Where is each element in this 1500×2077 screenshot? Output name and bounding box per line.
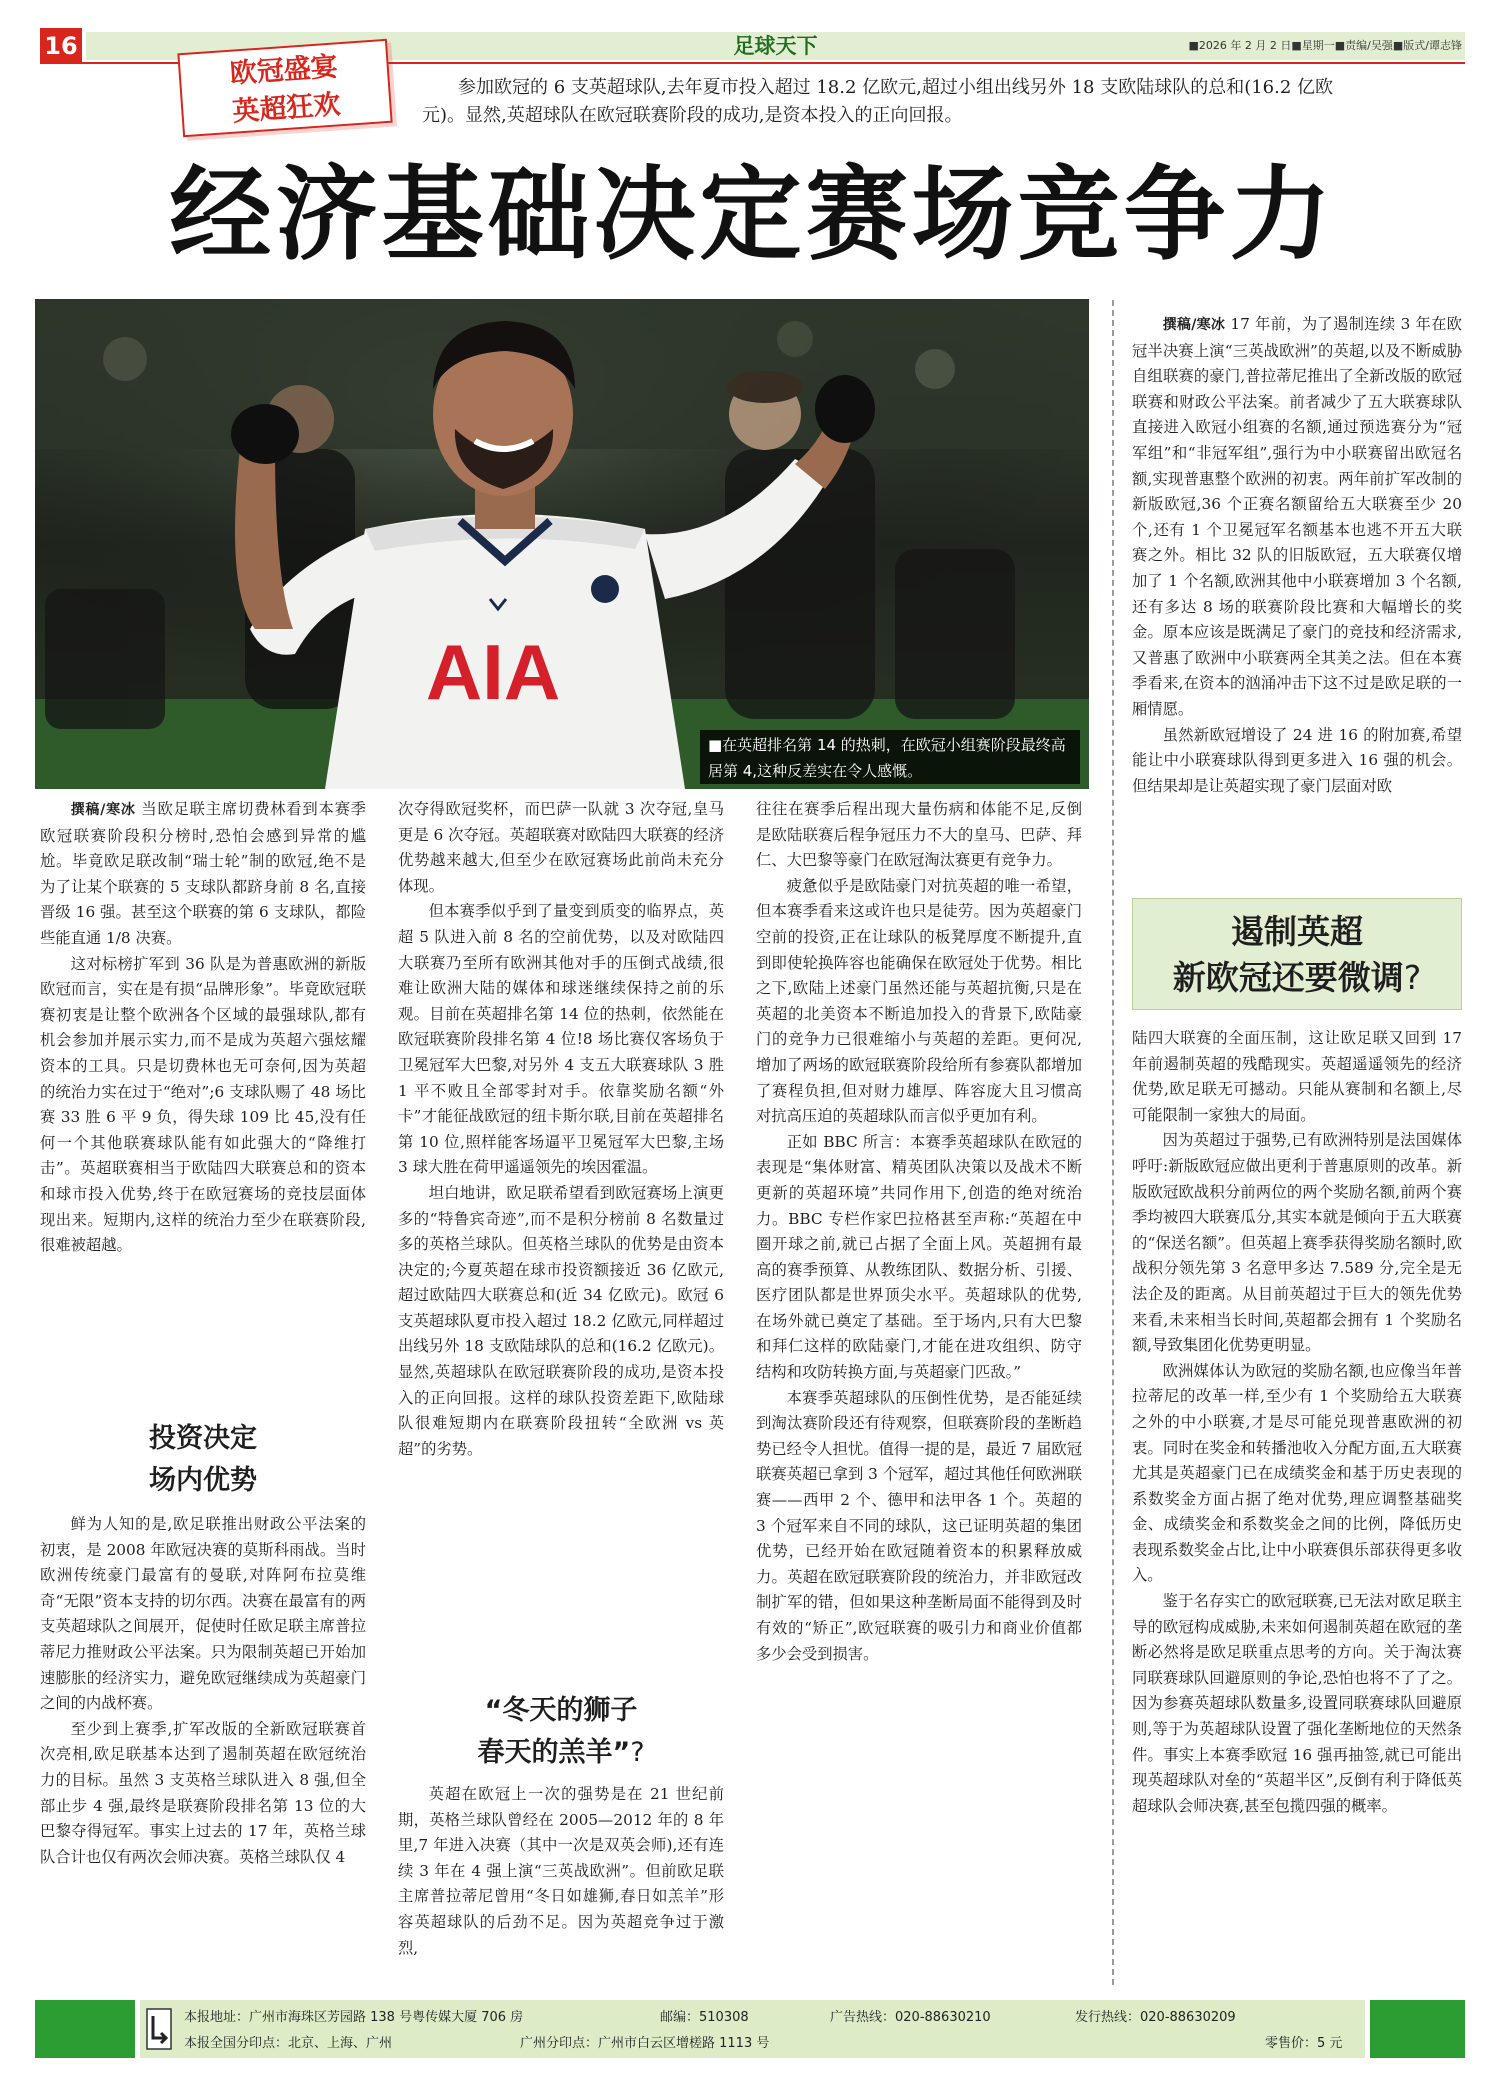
footer-address: 本报地址：广州市海珠区芳园路 138 号粤传媒大厦 706 房 <box>184 2010 524 2025</box>
badge-line-2: 英超狂欢 <box>231 89 342 128</box>
article-column-1b <box>40 1512 366 1870</box>
body-paragraph: 鲜为人知的是,欧足联推出财政公平法案的初衷，是 2008 年欧冠决赛的莫斯科雨战。当时欧洲传统豪门最富有的曼联,对阵阿布拉莫维奇“无限”资本支持的切尔西。决赛在最富有的两支英超球队之间展开，促使时任欧足联主席普拉蒂尼力推财政公平法案。只为限制英超已开始加速膨胀的经济实力，避免欧冠继续成为英超豪门之间的内战杯赛。 <box>40 1515 366 1713</box>
footer-info <box>140 2000 1365 2058</box>
paragraph-text: 17 年前，为了遏制连续 3 年在欧冠半决赛上演“三英战欧洲”的英超,以及不断威胁自组联赛的豪门,普拉蒂尼推出了全新改版的欧冠联赛和财政公平法案。前者减少了五大联赛球队直接进入欧冠小组赛的名额,通过预选赛分为“冠军组”和“非冠军组”,强行为中小联赛留出欧冠名额,实现普惠整个欧洲的初衷。两年前扩军改制的新版欧冠,36 个正赛名额留给五大联赛至少 20 个,还有 1 个卫冕冠军名额基本也逃不开五大联赛之外。相比 32 队的旧版欧冠，五大联赛仅增加了 1 个名额,欧洲其他中小联赛增加 3 个名额,还有多达 8 场的联赛阶段比赛和大幅增长的奖金。原本应该是既满足了豪门的竞技和经济需求,又普惠了欧洲中小联赛两全其美之法。但在本赛季看来,在资本的汹涌冲击下这不过是欧足联的一厢情愿。 <box>1132 315 1462 718</box>
footer-price: 零售价：5 元 <box>1265 2036 1343 2051</box>
body-paragraph: 英超在欧冠上一次的强势是在 21 世纪前期，英格兰球队曾经在 2005—2012 年的 8 年里,7 年进入决赛（其中一次是双英会师),还有连续 3 年在 4 强上演“三英战欧洲”。但前欧足联主席普拉蒂尼曾用“冬日如雄狮,春日如羔羊”形容英超球队的后劲不足。因为英超竞争过于激烈, <box>398 1785 724 1957</box>
body-paragraph: 次夺得欧冠奖杯，而巴萨一队就 3 次夺冠,皇马更是 6 次夺冠。英超联赛对欧陆四大联赛的经济优势越来越大,但至少在欧冠赛场此前尚未充分体现。 <box>398 800 724 895</box>
subheading-lion <box>398 1690 724 1774</box>
article-column-2b <box>398 1782 724 1961</box>
article-column-1 <box>40 797 366 1259</box>
footer-postcode: 邮编：510308 <box>660 2010 749 2025</box>
body-paragraph: 鉴于名存实亡的欧冠联赛,已无法对欧足联主导的欧冠构成威胁,未来如何遏制英超在欧冠的垄断必然将是欧足联重点思考的方向。关于淘汰赛同联赛球队回避原则的争论,恐怕也将不了了之。因为参赛英超球队数量多,设置同联赛球队回避原则,等于为英超球队设置了强化垄断地位的天然条件。事实上本赛季欧冠 16 强再抽签,就已可能出现英超球队对垒的“英超半区”,反倒有利于降低英超球队会师决赛,甚至包揽四强的概率。 <box>1132 1592 1462 1815</box>
article-column-4 <box>1132 312 1462 799</box>
article-column-4b <box>1132 1026 1462 1819</box>
sponsor-logo: AIA <box>425 628 561 716</box>
page-number: 16 <box>40 28 82 64</box>
body-paragraph: 虽然新欧冠增设了 24 进 16 的附加赛,希望能让中小联赛球队得到更多进入 16 强的机会。但结果却是让英超实现了豪门层面对欧 <box>1132 725 1462 795</box>
body-paragraph: 本赛季英超球队的压倒性优势，是否能延续到淘汰赛阶段还有待观察，但联赛阶段的垄断趋势已经令人担忧。值得一提的是，最近 7 届欧冠联赛英超已拿到 3 个冠军，超过其他任何欧洲联赛——西甲 2 个、德甲和法甲各 1 个。英超的 3 个冠军来自不同的球队，这已证明英超的集团优势，已经开始在欧冠随着资本的积累释放威力。英超在欧冠联赛阶段的统治力，并非欧冠改制扩军的错，但如果这种垄断局面不能得到及时有效的“矫正”,欧冠联赛的吸引力和商业价值都多少会受到损害。 <box>756 1388 1082 1663</box>
footer-guangzhou-print: 广州分印点：广州市白云区增槎路 1113 号 <box>520 2036 770 2051</box>
body-paragraph: 疲惫似乎是欧陆豪门对抗英超的唯一希望，但本赛季看来这或许也只是徒劳。因为英超豪门空前的投资,正在让球队的板凳厚度不断提升,直到即使轮换阵容也能确保在欧冠处于优势。相比之下,欧陆上述豪门虽然还能与英超抗衡,只是在英超的北美资本不断追加投入的背景下,欧陆豪门的竞争力已很难缩小与英超的差距。更何况,增加了两场的欧冠联赛阶段给所有参赛队都增加了赛程负担,但对财力雄厚、阵容庞大且习惯高对抗高压迫的英超球队而言似乎更加有利。 <box>756 876 1082 1126</box>
body-paragraph: 正如 BBC 所言：本赛季英超球队在欧冠的表现是“集体财富、精英团队决策以及战术不断更新的英超环境”共同作用下,创造的绝对统治力。BBC 专栏作家巴拉格甚至声称:“英超在中圈开球之前,就已占据了全面上风。英超拥有最高的赛季预算、从教练团队、数据分析、引援、医疗团队都是世界顶尖水平。英超球队的优势,在场外就已奠定了基础。至于场内,只有大巴黎和拜仁这样的欧陆豪门,才能在进攻组织、防守结构和攻防转换方面,与英超豪门匹敌。” <box>756 1132 1082 1382</box>
body-paragraph: 至少到上赛季,扩军改版的全新欧冠联赛首次亮相,欧足联基本达到了遏制英超在欧冠统治力的目标。虽然 3 支英格兰球队进入 8 强,但全部止步 4 强,最终是联赛阶段排名第 13 位的大巴黎夺得冠军。事实上过去的 17 年，英格兰球队合计也仅有两次会师决赛。英格兰球队仅 4 <box>40 1719 366 1866</box>
body-paragraph: 坦白地讲，欧足联希望看到欧冠赛场上演更多的“特鲁宾奇迹”,而不是积分榜前 8 名数量过多的英格兰球队。但英格兰球队的优势是由资本决定的;今夏英超在球市投资额接近 36 亿欧元,超过欧陆四大联赛总和(近 34 亿欧元)。欧冠 6 支英超球队夏市投入超过 18.2 亿欧元,同样超过出线另外 18 支欧陆球队的总和(16.2 亿欧元)。显然,英超球队在欧冠联赛阶段的成功,是资本投入的正向回报。这样的球队投资差距下,欧陆球队很难短期内在联赛阶段扭转“全欧洲 vs 英超”的劣势。 <box>398 1183 724 1458</box>
player-photo <box>35 299 1089 789</box>
section-title: 足球天下 <box>733 34 818 58</box>
arrow-icon <box>146 2008 172 2050</box>
subheading-question: ? <box>630 1737 645 1768</box>
subheading-line: 春天的羔羊” <box>477 1737 631 1768</box>
headline: 经济基础决定赛场竞争力 <box>169 155 1336 275</box>
byline: 撰稿/寒冰 <box>70 802 136 818</box>
subheading-box <box>1132 898 1462 1010</box>
lead-paragraph: 参加欧冠的 6 支英超球队,去年夏市投入超过 18.2 亿欧元,超过小组出线另外 18 支欧陆球队的总和(16.2 亿欧元)。显然,英超球队在欧冠联赛阶段的成功,是资本投入的正向回报。 <box>422 77 1334 126</box>
subheading-investment <box>40 1418 366 1502</box>
subheading-line: 遏制英超 <box>1231 912 1363 951</box>
paragraph-text: 当欧足联主席切费林看到本赛季欧冠联赛阶段积分榜时,恐怕会感到异常的尴尬。毕竟欧足联改制“瑞士轮”制的欧冠,绝不是为了让某个联赛的 5 支球队都跻身前 8 名,直接晋级 16 强。甚至这个联赛的第 6 支球队，都险些能直通 1/8 决赛。 <box>40 800 366 947</box>
article-column-2 <box>398 797 724 1462</box>
celebration-illustration <box>35 299 1089 789</box>
body-paragraph: 但本赛季似乎到了量变到质变的临界点，英超 5 队进入前 8 名的空前优势，以及对欧陆四大联赛乃至所有欧洲其他对手的压倒式战绩,很难让欧洲大陆的媒体和球迷继续保持之前的乐观。目前在英超排名第 14 位的热刺，依然能在欧冠联赛阶段排名第 4 位!8 场比赛仅客场负于卫冕冠军大巴黎,对另外 4 支五大联赛球队 3 胜 1 平不败且全部零封对手。依靠奖励名额“外卡”才能征战欧冠的纽卡斯尔联,目前在英超排名第 10 位,照样能客场逼平卫冕冠军大巴黎,主场 3 球大胜在荷甲遥遥领先的埃因霍温。 <box>398 902 724 1177</box>
body-paragraph <box>40 797 366 952</box>
issue-meta: ■2026 年 2 月 2 日■星期一■责编/吴强■版式/谭志锋 <box>1188 39 1462 52</box>
subheading-line: “冬天的狮子 <box>484 1695 638 1726</box>
subheading-line: 场内优势 <box>149 1465 257 1496</box>
topic-badge <box>177 39 392 137</box>
body-paragraph: 欧洲媒体认为欧冠的奖励名额,也应像当年普拉蒂尼的改革一样,至少有 1 个奖励给五大联赛之外的中小联赛,才是尽可能兑现普惠欧洲的初衷。同时在奖金和转播池收入分配方面,五大联赛尤其是英超豪门已在成绩奖金和基于历史表现的系数奖金方面占据了绝对优势,理应调整基础奖金、成绩奖金和系数奖金之间的比例，降低历史表现系数奖金占比,让中小联赛俱乐部获得更多收入。 <box>1132 1361 1462 1585</box>
badge-line-1: 欧冠盛宴 <box>228 51 339 90</box>
subheading-question: ? <box>1403 958 1422 997</box>
byline: 撰稿/寒冰 <box>1162 317 1226 333</box>
footer-green-left <box>35 2000 135 2058</box>
footer-ad-hotline: 广告热线：020-88630210 <box>830 2010 991 2025</box>
body-paragraph: 往往在赛季后程出现大量伤病和体能不足,反倒是欧陆联赛后程争冠压力不大的皇马、巴萨、拜仁、大巴黎等豪门在欧冠淘汰赛更有竞争力。 <box>756 800 1082 870</box>
column-divider <box>1112 300 1114 1985</box>
footer-green-right <box>1370 2000 1465 2058</box>
subheading-line: 新欧冠还要微调 <box>1172 958 1404 997</box>
footer-print-sites: 本报全国分印点：北京、上海、广州 <box>184 2036 393 2051</box>
body-paragraph <box>1132 312 1462 723</box>
body-paragraph: 陆四大联赛的全面压制，这让欧足联又回到 17 年前遏制英超的残酷现实。英超遥遥领先的经济优势,欧足联无可撼动。只能从赛制和名额上,尽可能限制一家独大的局面。 <box>1132 1029 1462 1124</box>
article-column-3 <box>756 797 1082 1667</box>
subheading-line: 投资决定 <box>149 1423 257 1454</box>
photo-caption: ■在英超排名第 14 的热刺，在欧冠小组赛阶段最终高居第 4,这种反差实在令人感慨。 <box>700 730 1080 784</box>
body-paragraph: 因为英超过于强势,已有欧洲特别是法国媒体呼吁:新版欧冠应做出更利于普惠原则的改革。新版欧冠欧战积分前两位的两个奖励名额,前两个赛季均被四大联赛瓜分,其实本就是倾向于五大联赛的“保送名额”。但英超上赛季获得奖励名额时,欧战积分领先第 3 名意甲多达 7.589 分,完全是无法企及的距离。从目前英超过于巨大的领先优势来看,未来相当长时间,英超都会拥有 1 个奖励名额,导致集团化优势更明显。 <box>1132 1131 1462 1355</box>
footer-distribution-hotline: 发行热线：020-88630209 <box>1075 2010 1236 2025</box>
body-paragraph: 这对标榜扩军到 36 队是为普惠欧洲的新版欧冠而言，实在是有损“品牌形象”。毕竟欧冠联赛初衷是让整个欧洲各个区域的最强球队,都有机会参加并展示实力,而不是成为英超六强炫耀资本的工具。只是切费林也无可奈何,因为英超的统治力实在过于“绝对”;6 支球队赐了 48 场比赛 33 胜 6 平 9 负，得失球 109 比 45,没有任何一个其他联赛球队能有如此强大的“降维打击”。英超联赛相当于欧陆四大联赛总和的资本和球市投入优势,终于在欧冠赛场的竞技层面体现出来。短期内,这样的统治力至少在联赛阶段,很难被超越。 <box>40 954 366 1255</box>
